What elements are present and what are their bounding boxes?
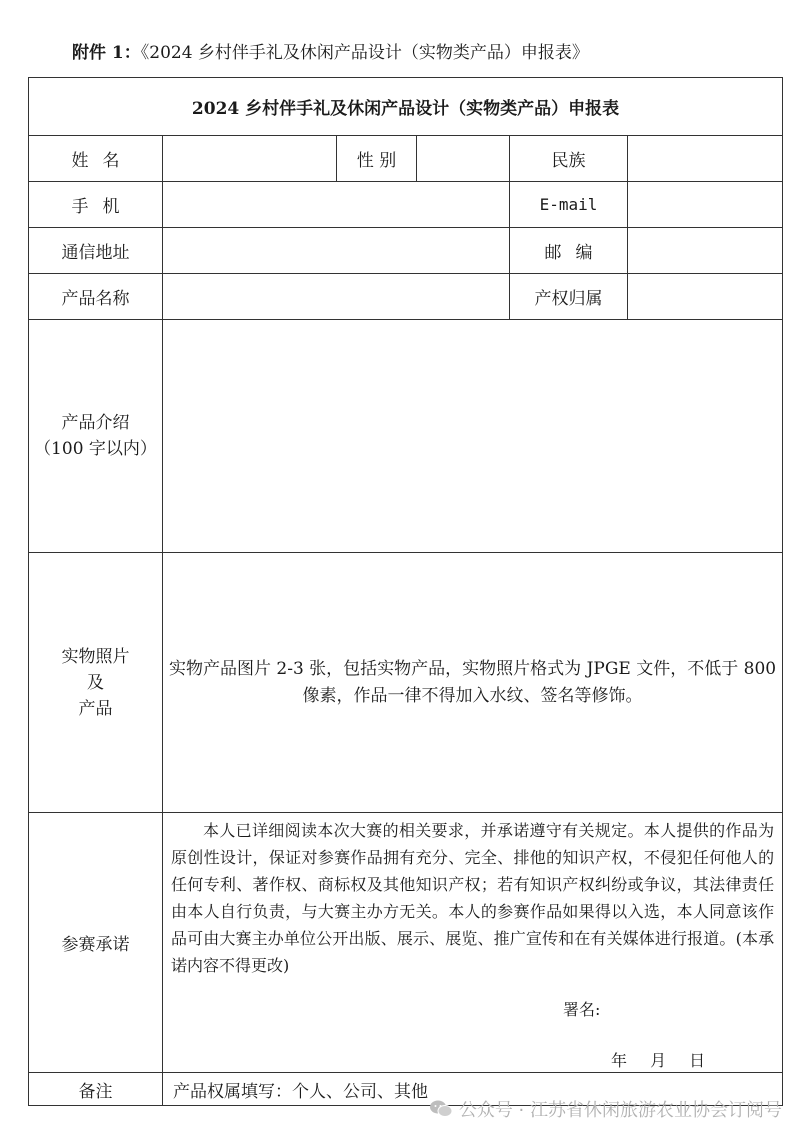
wechat-icon bbox=[429, 1099, 453, 1119]
remark-text: 产品权属填写：个人、公司、其他 bbox=[163, 1073, 783, 1106]
postcode-label: 邮编 bbox=[510, 228, 628, 274]
ownership-field[interactable] bbox=[628, 274, 783, 320]
address-label: 通信地址 bbox=[29, 228, 163, 274]
attachment-title: 《2024 乡村伴手礼及休闲产品设计（实物类产品）申报表》 bbox=[140, 43, 589, 63]
name-label: 姓名 bbox=[29, 136, 163, 182]
phone-label: 手机 bbox=[29, 182, 163, 228]
remark-label: 备注 bbox=[29, 1073, 163, 1106]
application-form-table bbox=[28, 77, 783, 1106]
promise-text: 本人已详细阅读本次大赛的相关要求，并承诺遵守有关规定。本人提供的作品为原创性设计，保证对参赛作品拥有充分、完全、排他的知识产权，不侵犯任何他人的任何专利、著作权、商标权及其他知识产权；若有知识产权纠纷或争议，其法律责任由本人自行负责，与大赛主办方无关。本人的参赛作品如果得以入选，本人同意该作品可由大赛主办单位公开出版、展示、展览、推广宣传和在有关媒体进行报道。(本承诺内容不得更改) bbox=[171, 821, 775, 975]
attachment-header bbox=[72, 38, 589, 63]
watermark bbox=[429, 1096, 782, 1122]
intro-label-line2: （100 字以内） bbox=[34, 439, 157, 459]
product-name-label: 产品名称 bbox=[29, 274, 163, 320]
email-field[interactable] bbox=[628, 182, 783, 228]
photo-label-line3: 产品 bbox=[78, 698, 113, 719]
postcode-field[interactable] bbox=[628, 228, 783, 274]
photo-instruction[interactable]: 实物产品图片 2-3 张，包括实物产品，实物照片格式为 JPGE 文件，不低于 800 像素，作品一律不得加入水纹、签名等修饰。 bbox=[163, 553, 783, 813]
promise-label: 参赛承诺 bbox=[29, 813, 163, 1073]
promise-cell bbox=[163, 813, 783, 1073]
intro-field[interactable] bbox=[163, 320, 783, 553]
watermark-text: 公众号 · 江苏省休闲旅游农业协会订阅号 bbox=[458, 1100, 782, 1121]
photo-label-line1: 实物照片 bbox=[61, 646, 130, 667]
signature-label[interactable]: 署名: bbox=[563, 1000, 601, 1019]
address-field[interactable] bbox=[163, 228, 510, 274]
ethnicity-field[interactable] bbox=[628, 136, 783, 182]
phone-field[interactable] bbox=[163, 182, 510, 228]
photo-label bbox=[29, 553, 163, 813]
intro-label bbox=[29, 320, 163, 553]
ethnicity-label: 民族 bbox=[510, 136, 628, 182]
intro-label-line1: 产品介绍 bbox=[61, 413, 130, 433]
form-title: 2024 乡村伴手礼及休闲产品设计（实物类产品）申报表 bbox=[29, 78, 783, 136]
email-label: E-mail bbox=[510, 182, 628, 228]
gender-label: 性 别 bbox=[337, 136, 417, 182]
photo-label-line2: 及 bbox=[87, 672, 104, 693]
ownership-label: 产权归属 bbox=[510, 274, 628, 320]
name-field[interactable] bbox=[163, 136, 337, 182]
date-label[interactable]: 年 月 日 bbox=[611, 1051, 706, 1070]
gender-field[interactable] bbox=[417, 136, 510, 182]
attachment-label: 附件 1： bbox=[72, 43, 141, 63]
product-name-field[interactable] bbox=[163, 274, 510, 320]
